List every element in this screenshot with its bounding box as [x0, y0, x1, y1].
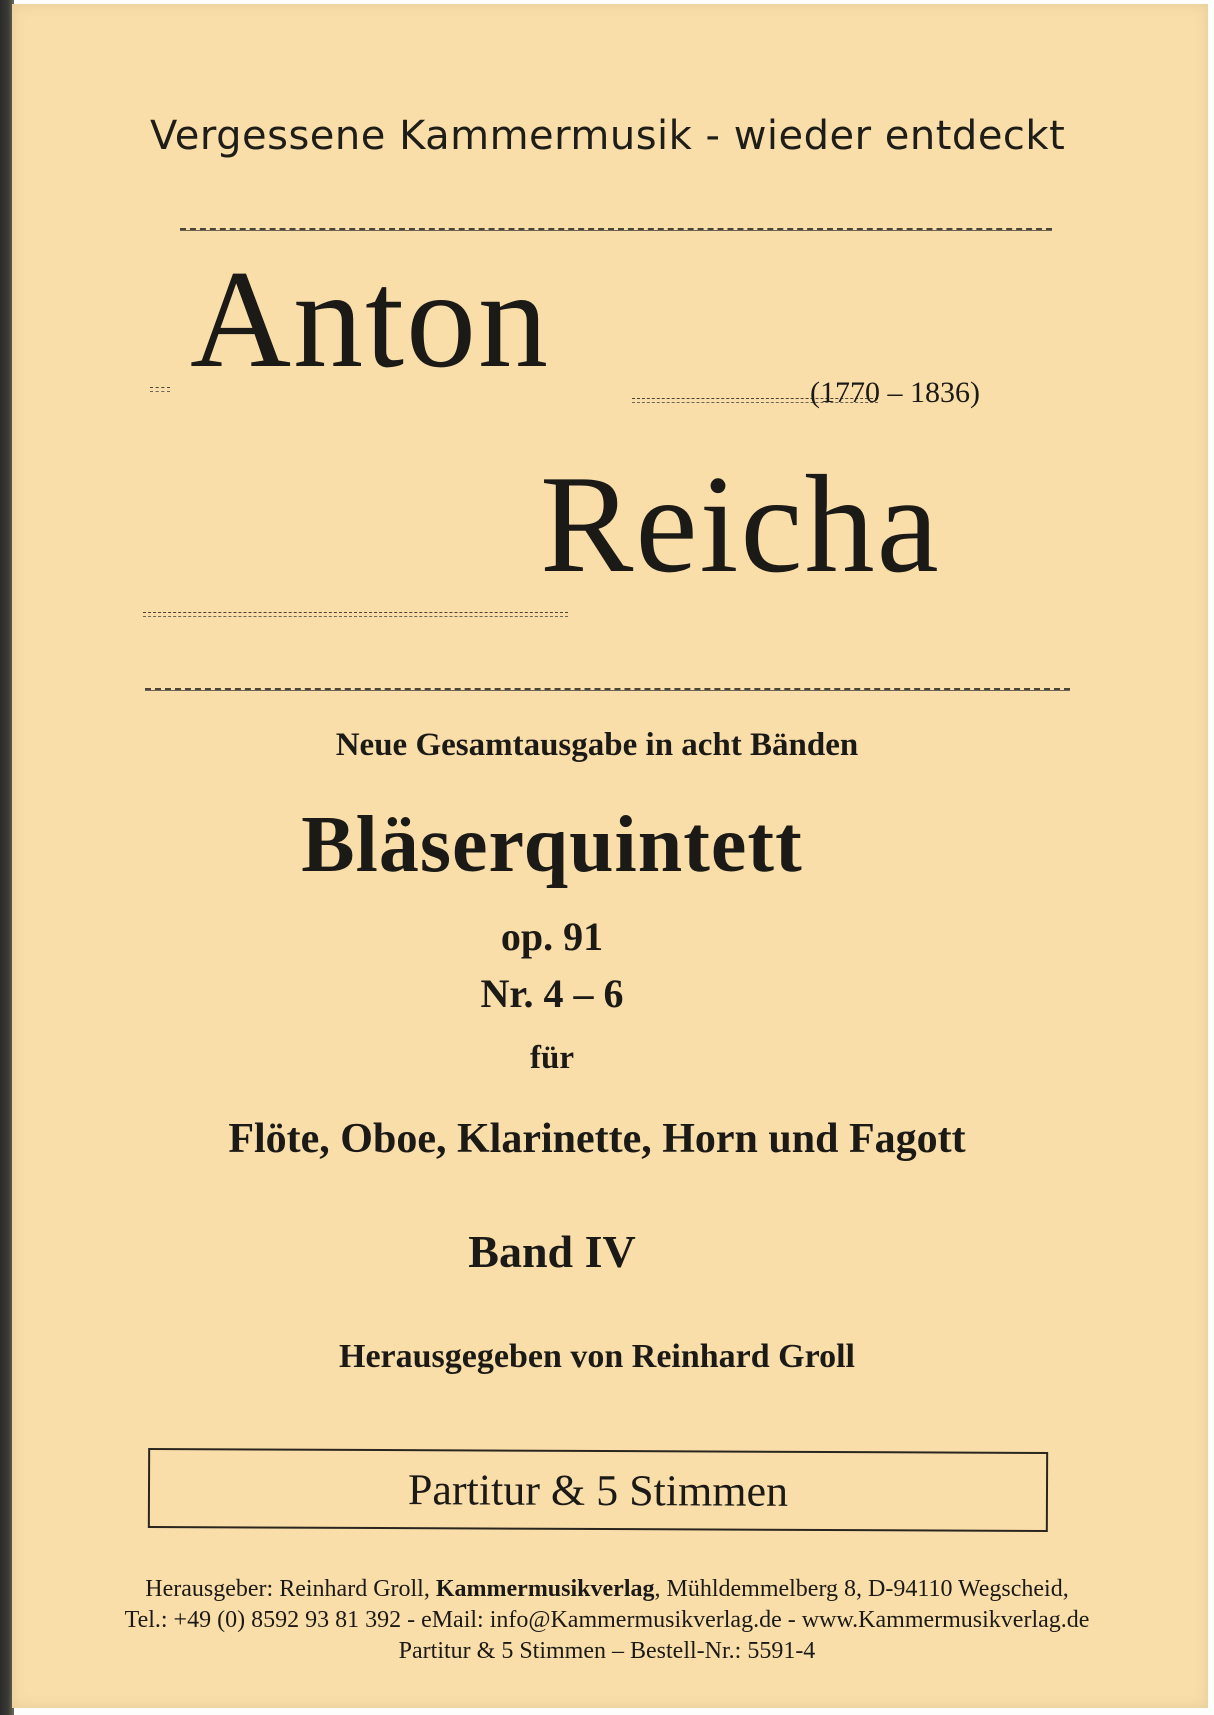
- series-title: Vergessene Kammermusik - wieder entdeckt: [150, 113, 1066, 159]
- composer-first-name: Anton: [190, 242, 550, 397]
- divider-left-small: [150, 387, 170, 392]
- footer-publisher: [0, 1574, 1214, 1605]
- publisher-prefix: Herausgeber: Reinhard Groll,: [145, 1576, 436, 1602]
- work-title: Bläserquintett: [301, 801, 803, 889]
- editor-credit: Herausgegeben von Reinhard Groll: [339, 1338, 855, 1375]
- composer-life-dates: (1770 – 1836): [810, 376, 980, 409]
- publisher-address: , Mühldemmelberg 8, D-94110 Wegscheid,: [654, 1576, 1069, 1602]
- divider-top: [180, 228, 1052, 231]
- work-numbers: Nr. 4 – 6: [480, 971, 624, 1016]
- instrumentation: Flöte, Oboe, Klarinette, Horn und Fagott: [228, 1116, 966, 1162]
- publisher-name: Kammermusikverlag: [435, 1576, 655, 1602]
- divider-below-composer: [145, 688, 1070, 691]
- contents-label: Partitur & 5 Stimmen: [407, 1464, 789, 1516]
- contents-box: [148, 1448, 1048, 1532]
- composer-last-name: Reicha: [540, 447, 941, 602]
- divider-before-last-name: [143, 612, 568, 617]
- for-label: für: [530, 1040, 574, 1076]
- volume-number: Band IV: [468, 1226, 636, 1277]
- edition-subtitle: Neue Gesamtausgabe in acht Bänden: [335, 727, 859, 763]
- footer-order-number: Partitur & 5 Stimmen – Bestell-Nr.: 5591-4: [398, 1638, 816, 1664]
- footer-contact: Tel.: +49 (0) 8592 93 81 392 - eMail: info@Kammermusikverlag.de - www.Kammermusikverlag.de: [124, 1607, 1090, 1633]
- opus-number: op. 91: [500, 914, 604, 959]
